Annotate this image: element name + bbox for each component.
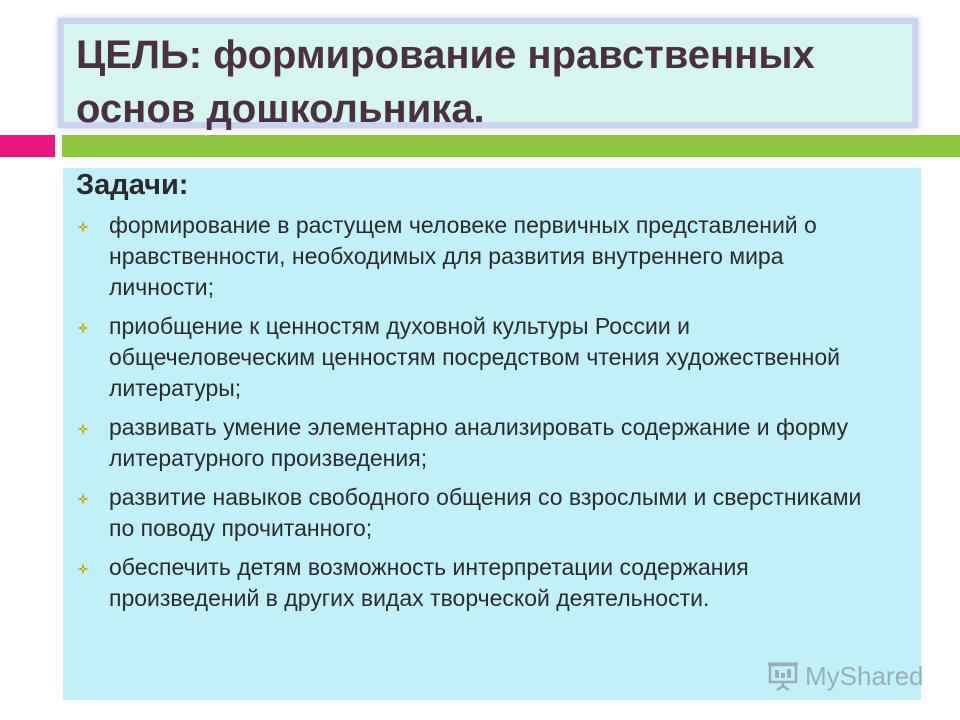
slide-title: ЦЕЛЬ: формирование нравственных основ дошкольника. (76, 33, 815, 131)
list-item (63, 412, 883, 474)
task-list (63, 210, 883, 622)
four-petal-diamond-icon (77, 423, 89, 435)
watermark (767, 658, 927, 694)
four-petal-diamond-icon (77, 493, 89, 505)
list-item (63, 482, 883, 544)
accent-bar-pink (0, 135, 55, 157)
task-text: формирование в растущем человеке первичных представлений о нравственности, необходимых для развития внутреннего мира личности; (109, 212, 817, 300)
four-petal-diamond-icon (77, 563, 89, 575)
task-text: приобщение к ценностям духовной культуры России и общечеловеческим ценностям посредством чтения художественной литературы; (109, 313, 840, 401)
list-item (63, 552, 883, 614)
task-text: развивать умение элементарно анализировать содержание и форму литературного произведения; (109, 414, 849, 471)
content-box (63, 168, 921, 700)
accent-bar-green (62, 135, 960, 157)
list-item (63, 210, 883, 303)
projector-screen-icon (767, 661, 799, 691)
four-petal-diamond-icon (77, 322, 89, 334)
list-item (63, 311, 883, 404)
four-petal-diamond-icon (77, 221, 89, 233)
task-text: обеспечить детям возможность интерпретации содержания произведений в других видах творческой деятельности. (109, 554, 749, 611)
title-box (58, 18, 918, 131)
watermark-text: MyShared (805, 661, 924, 691)
task-text: развитие навыков свободного общения со взрослыми и сверстниками по поводу прочитанного; (109, 484, 862, 541)
tasks-heading: Задачи: (76, 169, 189, 201)
